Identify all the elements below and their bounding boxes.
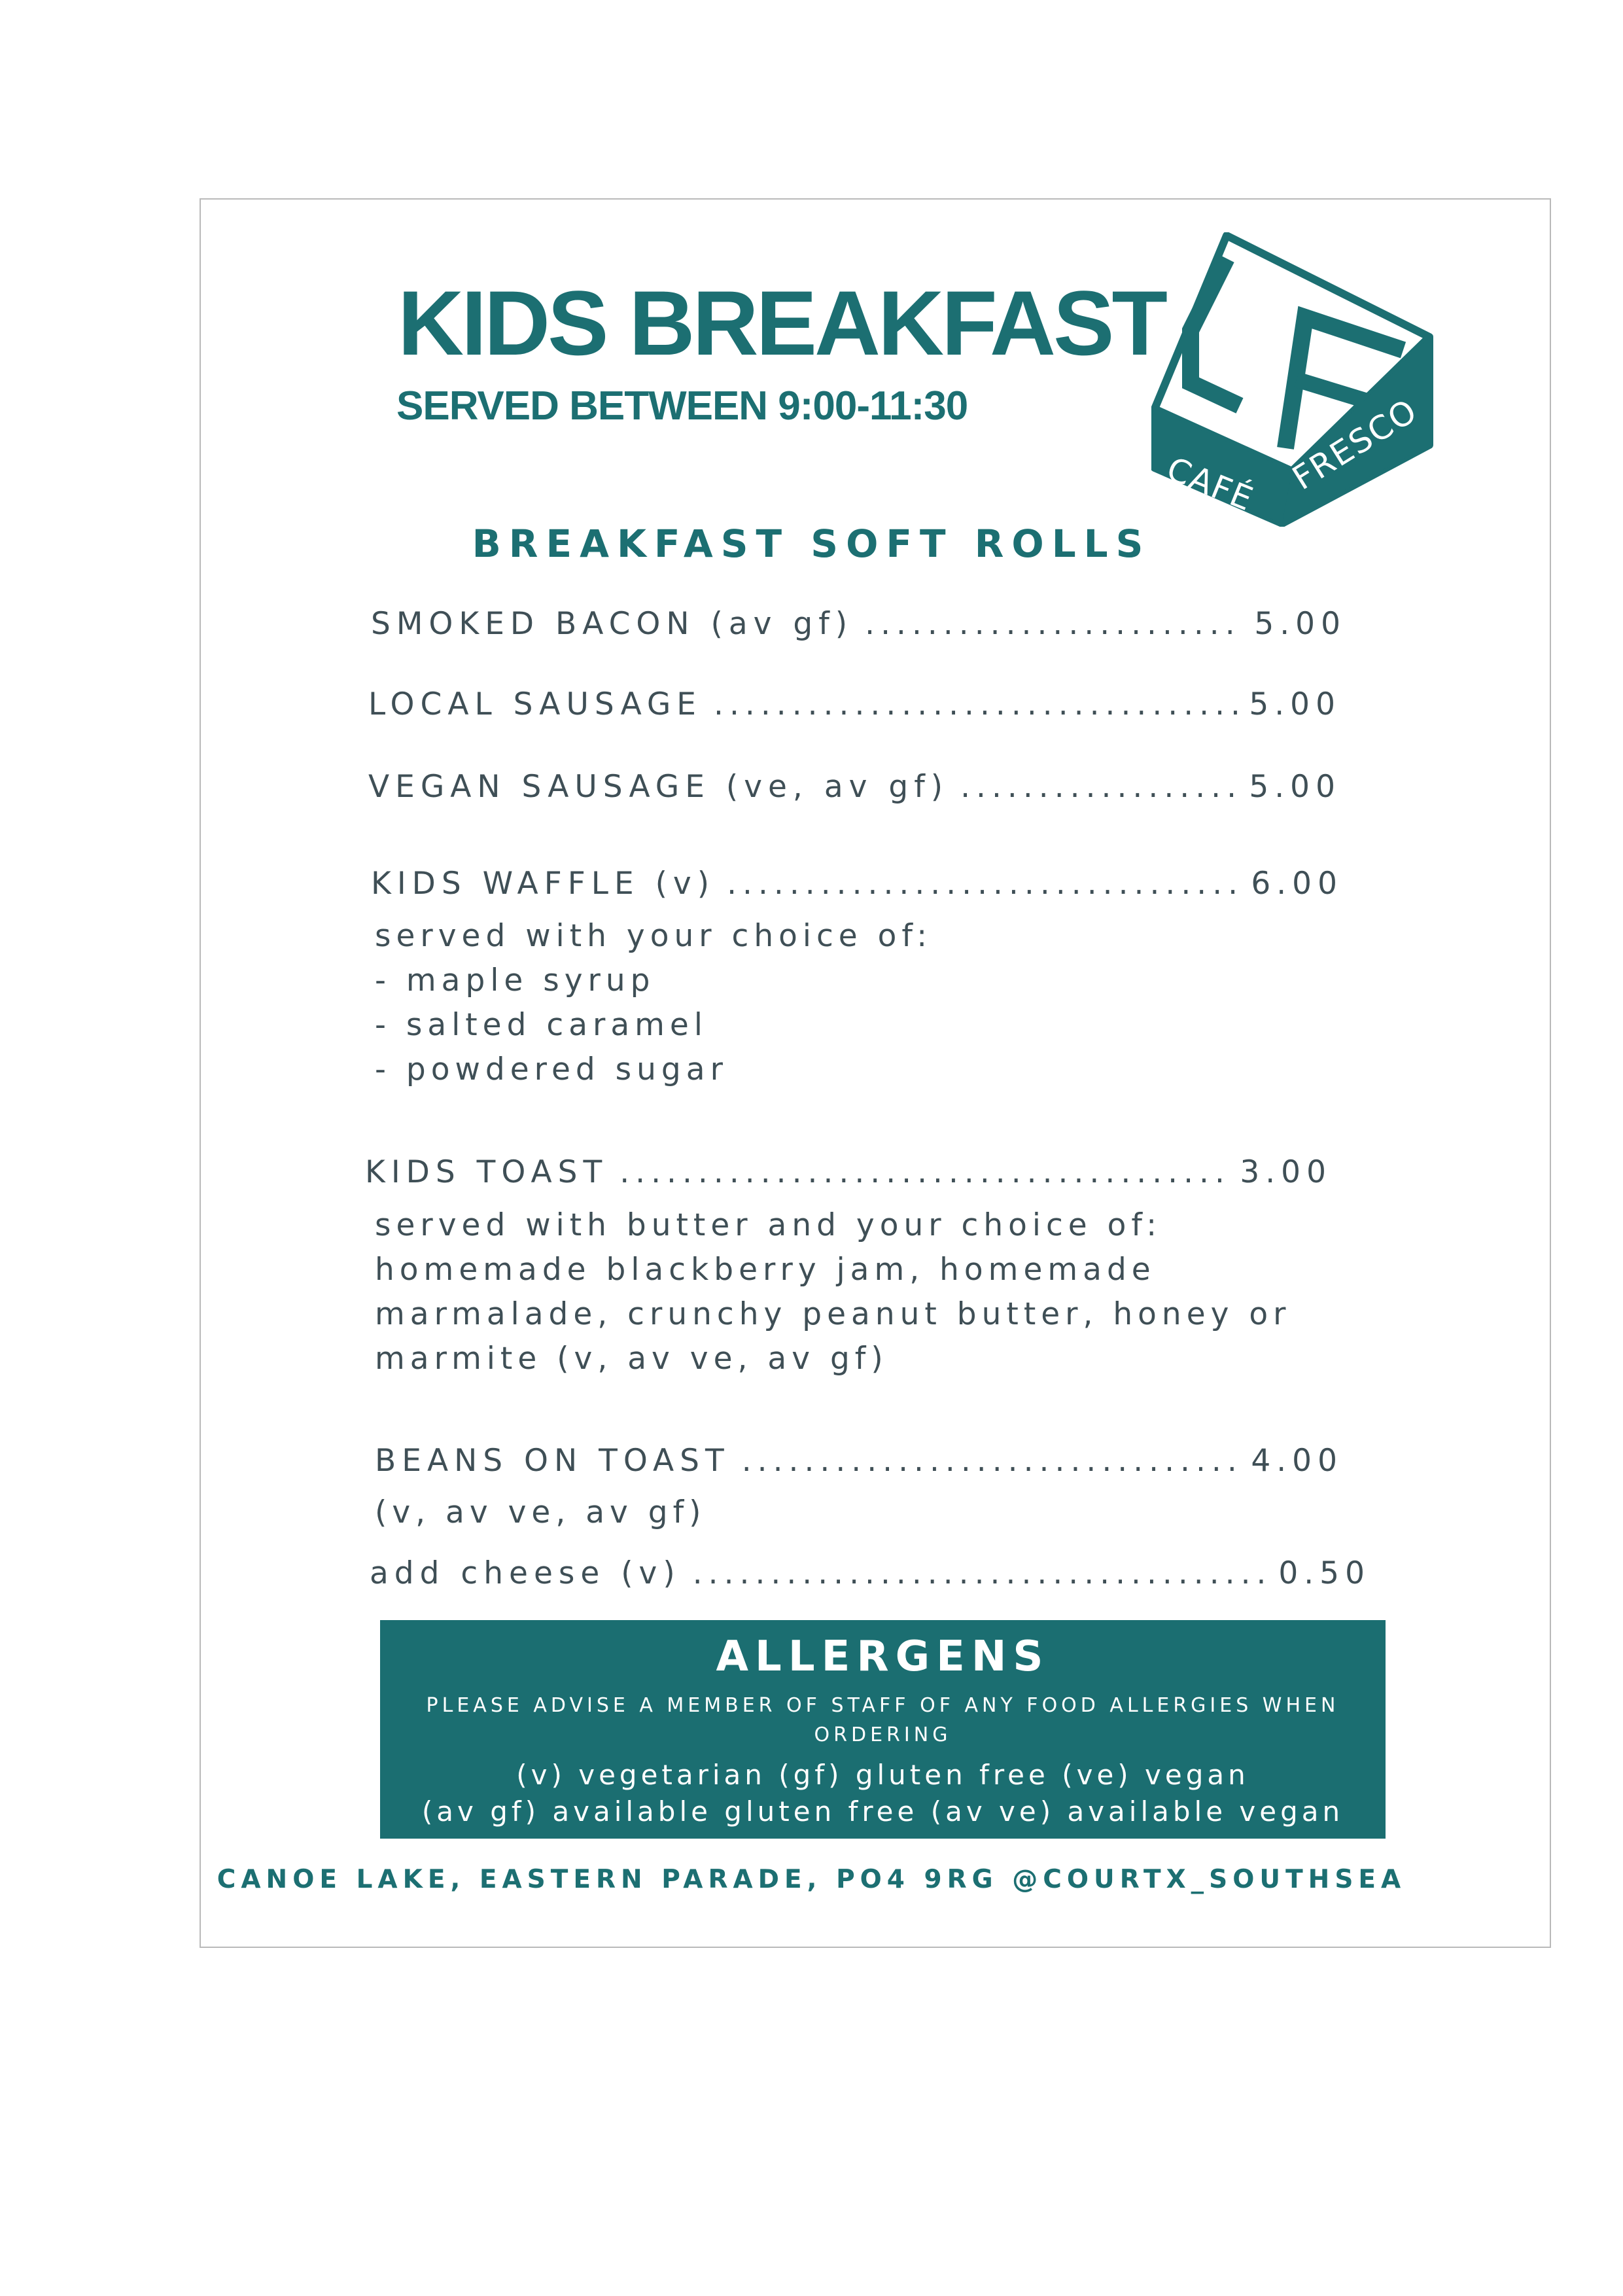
- menu-title: KIDS BREAKFAST: [398, 272, 1165, 374]
- menu-item-price: 0.50: [1278, 1555, 1370, 1591]
- menu-item-price: 3.00: [1240, 1154, 1332, 1190]
- menu-item-name: KIDS WAFFLE (v): [371, 866, 716, 902]
- menu-item-row: [368, 686, 1341, 722]
- description-line: served with butter and your choice of:: [375, 1207, 1162, 1243]
- allergens-note: PLEASE ADVISE A MEMBER OF STAFF OF ANY FOOD ALLERGIES WHEN ORDERING: [426, 1694, 1340, 1746]
- menu-item-price: 5.00: [1249, 769, 1341, 805]
- menu-item-price: 6.00: [1251, 866, 1343, 902]
- dot-leader: [620, 1157, 1229, 1188]
- menu-item-description: [375, 1491, 706, 1535]
- svg-text:CAFÉ: CAFÉ: [1161, 450, 1259, 519]
- description-line: - maple syrup: [375, 963, 655, 998]
- menu-item-name: VEGAN SAUSAGE (ve, av gf): [368, 769, 949, 805]
- description-line: - salted caramel: [375, 1007, 708, 1043]
- description-line: marmite (v, av ve, av gf): [375, 1341, 888, 1377]
- description-line: marmalade, crunchy peanut butter, honey or: [375, 1296, 1291, 1332]
- menu-item-name: add cheese (v): [370, 1555, 681, 1591]
- description-line: homemade blackberry jam, homemade: [375, 1252, 1156, 1288]
- allergens-legend-line: (v) vegetarian (gf) gluten free (ve) vegan: [516, 1759, 1249, 1791]
- menu-item-row: [370, 1555, 1370, 1591]
- menu-item-row: [371, 606, 1346, 642]
- menu-item-name: BEANS ON TOAST: [375, 1443, 730, 1479]
- dot-leader: [727, 868, 1240, 899]
- allergens-legend-line: (av gf) available gluten free (av ve) available vegan: [421, 1795, 1344, 1828]
- allergens-panel: [380, 1620, 1386, 1839]
- menu-item-row: [368, 769, 1341, 805]
- service-hours: SERVED BETWEEN 9:00-11:30: [396, 383, 968, 429]
- menu-item-description: [375, 1203, 1291, 1381]
- dot-leader: [742, 1445, 1241, 1476]
- description-line: (v, av ve, av gf): [375, 1494, 707, 1530]
- menu-item-price: 4.00: [1251, 1443, 1343, 1479]
- svg-text:FRESCO: FRESCO: [1285, 391, 1425, 498]
- dot-leader: [960, 771, 1238, 802]
- menu-item-row: [375, 1443, 1343, 1479]
- section-heading: BREAKFAST SOFT ROLLS: [472, 521, 1151, 566]
- footer-address: CANOE LAKE, EASTERN PARADE, PO4 9RG @COURTX_SOUTHSEA: [217, 1865, 1406, 1894]
- dot-leader: [693, 1558, 1268, 1589]
- menu-item-price: 5.00: [1249, 686, 1341, 722]
- allergens-title: ALLERGENS: [716, 1633, 1050, 1681]
- menu-item-price: 5.00: [1254, 606, 1346, 642]
- menu-item-name: SMOKED BACON (av gf): [371, 606, 854, 642]
- menu-item-row: [365, 1154, 1332, 1190]
- description-line: served with your choice of:: [375, 918, 933, 954]
- menu-item-row: [371, 866, 1343, 902]
- cafe-fresco-cube-logo-icon: [1151, 232, 1446, 527]
- menu-item-name: LOCAL SAUSAGE: [368, 686, 703, 722]
- dot-leader: [865, 609, 1244, 639]
- menu-item-name: KIDS TOAST: [365, 1154, 608, 1190]
- description-line: - powdered sugar: [375, 1051, 728, 1087]
- menu-item-description: [375, 914, 932, 1092]
- dot-leader: [714, 689, 1238, 720]
